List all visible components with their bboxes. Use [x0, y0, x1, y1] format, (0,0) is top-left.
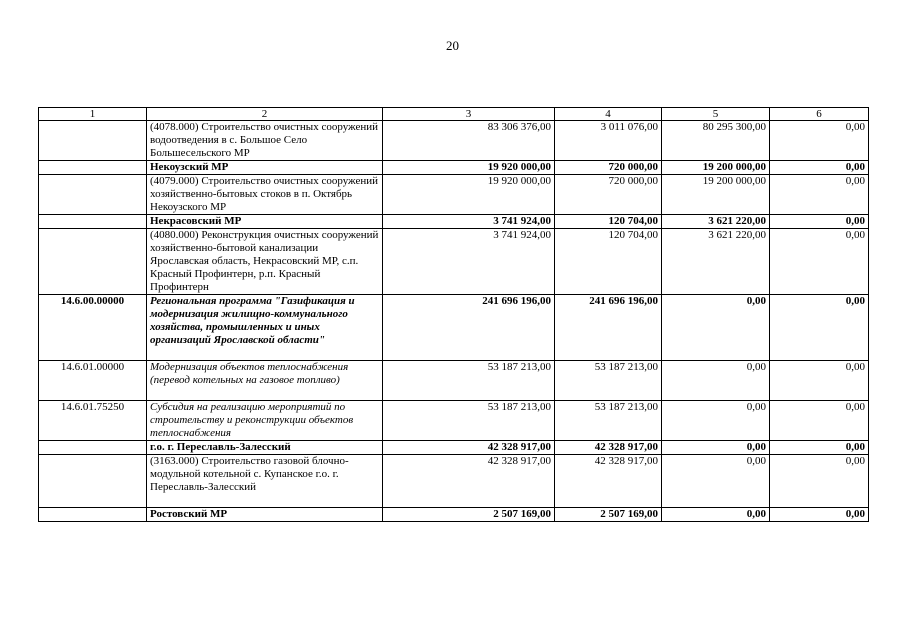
row-value-6: 0,00	[770, 361, 869, 401]
row-value-4: 2 507 169,00	[555, 508, 662, 522]
row-value-5: 3 621 220,00	[662, 215, 770, 229]
row-value-5: 0,00	[662, 295, 770, 361]
row-code	[39, 175, 147, 215]
column-header: 6	[770, 108, 869, 121]
row-value-4: 720 000,00	[555, 175, 662, 215]
row-name: г.о. г. Переславль-Залесский	[147, 441, 383, 455]
table-row	[39, 121, 869, 161]
row-name: Ростовский МР	[147, 508, 383, 522]
row-value-5: 3 621 220,00	[662, 229, 770, 295]
row-value-6: 0,00	[770, 508, 869, 522]
row-value-6: 0,00	[770, 401, 869, 441]
row-value-5: 0,00	[662, 401, 770, 441]
row-value-3: 3 741 924,00	[383, 215, 555, 229]
table-row	[39, 508, 869, 522]
row-code: 14.6.00.00000	[39, 295, 147, 361]
table-row	[39, 401, 869, 441]
row-value-6: 0,00	[770, 455, 869, 508]
row-code	[39, 121, 147, 161]
row-name: (4078.000) Строительство очистных сооружений водоотведения в с. Большое Село Большесельского МР	[147, 121, 383, 161]
row-value-4: 3 011 076,00	[555, 121, 662, 161]
budget-table	[38, 107, 869, 522]
row-value-5: 0,00	[662, 455, 770, 508]
row-value-6: 0,00	[770, 229, 869, 295]
row-value-3: 53 187 213,00	[383, 361, 555, 401]
row-value-4: 42 328 917,00	[555, 455, 662, 508]
table-row	[39, 161, 869, 175]
row-name: Модернизация объектов теплоснабжения (перевод котельных на газовое топливо)	[147, 361, 383, 401]
row-code	[39, 161, 147, 175]
row-value-3: 2 507 169,00	[383, 508, 555, 522]
row-code: 14.6.01.00000	[39, 361, 147, 401]
row-code	[39, 455, 147, 508]
row-value-6: 0,00	[770, 295, 869, 361]
row-code	[39, 441, 147, 455]
row-value-6: 0,00	[770, 441, 869, 455]
table-row	[39, 361, 869, 401]
row-name: Региональная программа "Газификация и модернизация жилищно-коммунального хозяйства, промышленных и иных организаций Ярославской области"	[147, 295, 383, 361]
row-value-3: 19 920 000,00	[383, 161, 555, 175]
row-value-5: 19 200 000,00	[662, 175, 770, 215]
row-value-5: 0,00	[662, 361, 770, 401]
table-row	[39, 229, 869, 295]
row-value-6: 0,00	[770, 215, 869, 229]
row-value-4: 42 328 917,00	[555, 441, 662, 455]
row-value-4: 53 187 213,00	[555, 361, 662, 401]
row-value-3: 83 306 376,00	[383, 121, 555, 161]
row-value-5: 0,00	[662, 441, 770, 455]
row-value-3: 42 328 917,00	[383, 441, 555, 455]
table-header-row	[39, 108, 869, 121]
row-value-4: 120 704,00	[555, 215, 662, 229]
column-header: 1	[39, 108, 147, 121]
row-value-3: 241 696 196,00	[383, 295, 555, 361]
row-name: (4080.000) Реконструкция очистных сооружений хозяйственно-бытовой канализации Ярославская область, Некрасовский МР, с.п. Красный Профинтерн, р.п. Красный Профинтерн	[147, 229, 383, 295]
row-value-3: 19 920 000,00	[383, 175, 555, 215]
table-row	[39, 455, 869, 508]
column-header: 2	[147, 108, 383, 121]
row-code: 14.6.01.75250	[39, 401, 147, 441]
row-name: (3163.000) Строительство газовой блочно-модульной котельной с. Купанское г.о. г. Переславль-Залесский	[147, 455, 383, 508]
row-code	[39, 508, 147, 522]
row-code	[39, 229, 147, 295]
row-value-3: 3 741 924,00	[383, 229, 555, 295]
row-value-6: 0,00	[770, 175, 869, 215]
row-value-4: 53 187 213,00	[555, 401, 662, 441]
table-row	[39, 215, 869, 229]
row-name: Некоузский МР	[147, 161, 383, 175]
row-code	[39, 215, 147, 229]
row-value-4: 241 696 196,00	[555, 295, 662, 361]
table-row	[39, 175, 869, 215]
row-value-5: 80 295 300,00	[662, 121, 770, 161]
column-header: 4	[555, 108, 662, 121]
column-header: 5	[662, 108, 770, 121]
row-value-4: 120 704,00	[555, 229, 662, 295]
row-value-4: 720 000,00	[555, 161, 662, 175]
row-value-5: 19 200 000,00	[662, 161, 770, 175]
table-row	[39, 295, 869, 361]
table-row	[39, 441, 869, 455]
column-header: 3	[383, 108, 555, 121]
row-value-6: 0,00	[770, 161, 869, 175]
row-value-5: 0,00	[662, 508, 770, 522]
row-name: Субсидия на реализацию мероприятий по строительству и реконструкции объектов теплоснабжения	[147, 401, 383, 441]
row-value-6: 0,00	[770, 121, 869, 161]
row-value-3: 53 187 213,00	[383, 401, 555, 441]
row-value-3: 42 328 917,00	[383, 455, 555, 508]
page-number: 20	[446, 38, 459, 53]
row-name: Некрасовский МР	[147, 215, 383, 229]
row-name: (4079.000) Строительство очистных сооружений хозяйственно-бытовых стоков в п. Октябрь Некоузского МР	[147, 175, 383, 215]
